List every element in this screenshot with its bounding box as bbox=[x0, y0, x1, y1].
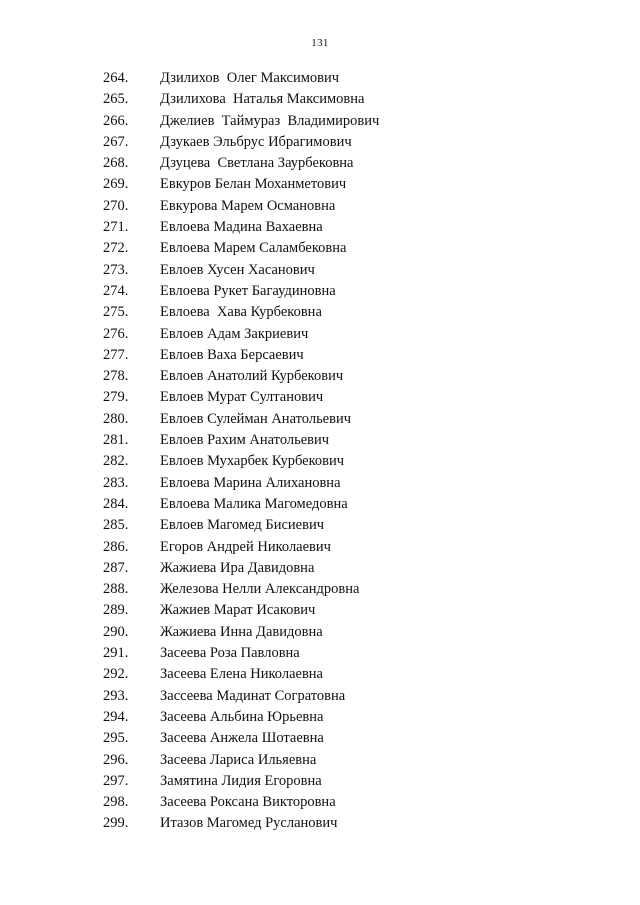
entry-number: 276. bbox=[103, 325, 129, 342]
entry-number: 299. bbox=[103, 815, 129, 832]
list-item bbox=[0, 238, 640, 259]
list-item bbox=[0, 174, 640, 195]
entry-name: Дзилихова Наталья Максимовна bbox=[160, 91, 365, 108]
entry-name: Жажиева Инна Давидовна bbox=[160, 623, 323, 640]
entry-name: Евлоев Магомед Бисиевич bbox=[160, 517, 325, 534]
entry-number: 278. bbox=[103, 368, 129, 385]
list-item bbox=[0, 750, 640, 771]
list-item bbox=[0, 260, 640, 281]
list-item bbox=[0, 600, 640, 621]
entry-name: Жажиев Марат Исакович bbox=[160, 602, 316, 619]
entry-number: 291. bbox=[103, 645, 129, 662]
entry-number: 279. bbox=[103, 389, 129, 406]
entry-name: Засеева Альбина Юрьевна bbox=[160, 708, 324, 725]
entry-number: 282. bbox=[103, 453, 129, 470]
list-item bbox=[0, 473, 640, 494]
name-list bbox=[0, 68, 640, 835]
entry-number: 270. bbox=[103, 197, 129, 214]
list-item bbox=[0, 111, 640, 132]
list-item bbox=[0, 345, 640, 366]
entry-name: Евлоев Рахим Анатольевич bbox=[160, 432, 330, 449]
list-item bbox=[0, 281, 640, 302]
entry-name: Жажиева Ира Давидовна bbox=[160, 559, 315, 576]
entry-name: Зассеева Мадинат Согратовна bbox=[160, 687, 346, 704]
entry-name: Евлоев Мурат Султанович bbox=[160, 389, 324, 406]
list-item bbox=[0, 451, 640, 472]
entry-number: 295. bbox=[103, 730, 129, 747]
list-item bbox=[0, 813, 640, 834]
entry-name: Дзуцева Светлана Заурбековна bbox=[160, 155, 354, 172]
list-item bbox=[0, 537, 640, 558]
entry-name: Евлоева Марина Алихановна bbox=[160, 474, 341, 491]
entry-number: 293. bbox=[103, 687, 129, 704]
list-item bbox=[0, 579, 640, 600]
entry-number: 273. bbox=[103, 261, 129, 278]
entry-name: Дзилихов Олег Максимович bbox=[160, 70, 340, 86]
entry-name: Засеева Елена Николаевна bbox=[160, 666, 323, 683]
entry-name: Евлоева Малика Магомедовна bbox=[160, 495, 348, 512]
entry-name: Евлоев Хусен Хасанович bbox=[160, 261, 315, 278]
entry-name: Засеева Лариса Ильяевна bbox=[160, 751, 317, 768]
entry-number: 296. bbox=[103, 751, 129, 768]
entry-number: 285. bbox=[103, 517, 129, 534]
entry-name: Засеева Анжела Шотаевна bbox=[160, 730, 324, 747]
entry-name: Дзукаев Эльбрус Ибрагимович bbox=[160, 133, 352, 150]
entry-number: 272. bbox=[103, 240, 129, 257]
list-item bbox=[0, 366, 640, 387]
list-item bbox=[0, 430, 640, 451]
entry-number: 274. bbox=[103, 282, 129, 299]
entry-number: 266. bbox=[103, 112, 129, 129]
list-item bbox=[0, 792, 640, 813]
entry-name: Евлоева Хава Курбековна bbox=[160, 304, 322, 321]
entry-name: Джелиев Таймураз Владимирович bbox=[160, 112, 380, 129]
list-item bbox=[0, 558, 640, 579]
list-item bbox=[0, 728, 640, 749]
entry-number: 289. bbox=[103, 602, 129, 619]
list-item bbox=[0, 515, 640, 536]
list-item bbox=[0, 387, 640, 408]
entry-number: 297. bbox=[103, 772, 129, 789]
entry-number: 283. bbox=[103, 474, 129, 491]
entry-number: 269. bbox=[103, 176, 129, 193]
list-item bbox=[0, 643, 640, 664]
list-item bbox=[0, 686, 640, 707]
list-item bbox=[0, 324, 640, 345]
entry-number: 287. bbox=[103, 559, 129, 576]
entry-name: Засеева Роза Павловна bbox=[160, 645, 300, 662]
page-number: 131 bbox=[311, 37, 329, 49]
list-item bbox=[0, 68, 640, 89]
entry-name: Евлоева Мадина Вахаевна bbox=[160, 219, 323, 236]
entry-number: 271. bbox=[103, 219, 129, 236]
list-item bbox=[0, 89, 640, 110]
entry-name: Евлоева Рукет Багаудиновна bbox=[160, 282, 336, 299]
entry-name: Евлоев Адам Закриевич bbox=[160, 325, 309, 342]
list-item bbox=[0, 771, 640, 792]
list-item bbox=[0, 664, 640, 685]
entry-number: 265. bbox=[103, 91, 129, 108]
entry-name: Евлоева Марем Саламбековна bbox=[160, 240, 347, 257]
entry-name: Итазов Магомед Русланович bbox=[160, 815, 338, 832]
list-item bbox=[0, 196, 640, 217]
entry-number: 267. bbox=[103, 133, 129, 150]
entry-number: 275. bbox=[103, 304, 129, 321]
entry-number: 286. bbox=[103, 538, 129, 555]
entry-number: 268. bbox=[103, 155, 129, 172]
entry-name: Егоров Андрей Николаевич bbox=[160, 538, 331, 555]
entry-name: Евлоев Ваха Берсаевич bbox=[160, 346, 304, 363]
entry-name: Евкуров Белан Моханметович bbox=[160, 176, 347, 193]
entry-number: 264. bbox=[103, 70, 129, 86]
entry-name: Засеева Роксана Викторовна bbox=[160, 794, 336, 811]
entry-name: Евлоев Сулейман Анатольевич bbox=[160, 410, 352, 427]
list-item bbox=[0, 302, 640, 323]
entry-name: Замятина Лидия Егоровна bbox=[160, 772, 322, 789]
list-item bbox=[0, 494, 640, 515]
list-item bbox=[0, 153, 640, 174]
entry-number: 290. bbox=[103, 623, 129, 640]
entry-number: 284. bbox=[103, 495, 129, 512]
list-item bbox=[0, 707, 640, 728]
entry-number: 298. bbox=[103, 794, 129, 811]
entry-number: 294. bbox=[103, 708, 129, 725]
entry-number: 292. bbox=[103, 666, 129, 683]
entry-name: Евлоев Анатолий Курбекович bbox=[160, 368, 344, 385]
entry-number: 281. bbox=[103, 432, 129, 449]
list-item bbox=[0, 132, 640, 153]
list-item bbox=[0, 622, 640, 643]
list-item bbox=[0, 217, 640, 238]
entry-number: 277. bbox=[103, 346, 129, 363]
entry-number: 288. bbox=[103, 581, 129, 598]
entry-name: Железова Нелли Александровна bbox=[160, 581, 360, 598]
entry-name: Евлоев Мухарбек Курбекович bbox=[160, 453, 345, 470]
entry-number: 280. bbox=[103, 410, 129, 427]
list-item bbox=[0, 409, 640, 430]
entry-name: Евкурова Марем Османовна bbox=[160, 197, 336, 214]
